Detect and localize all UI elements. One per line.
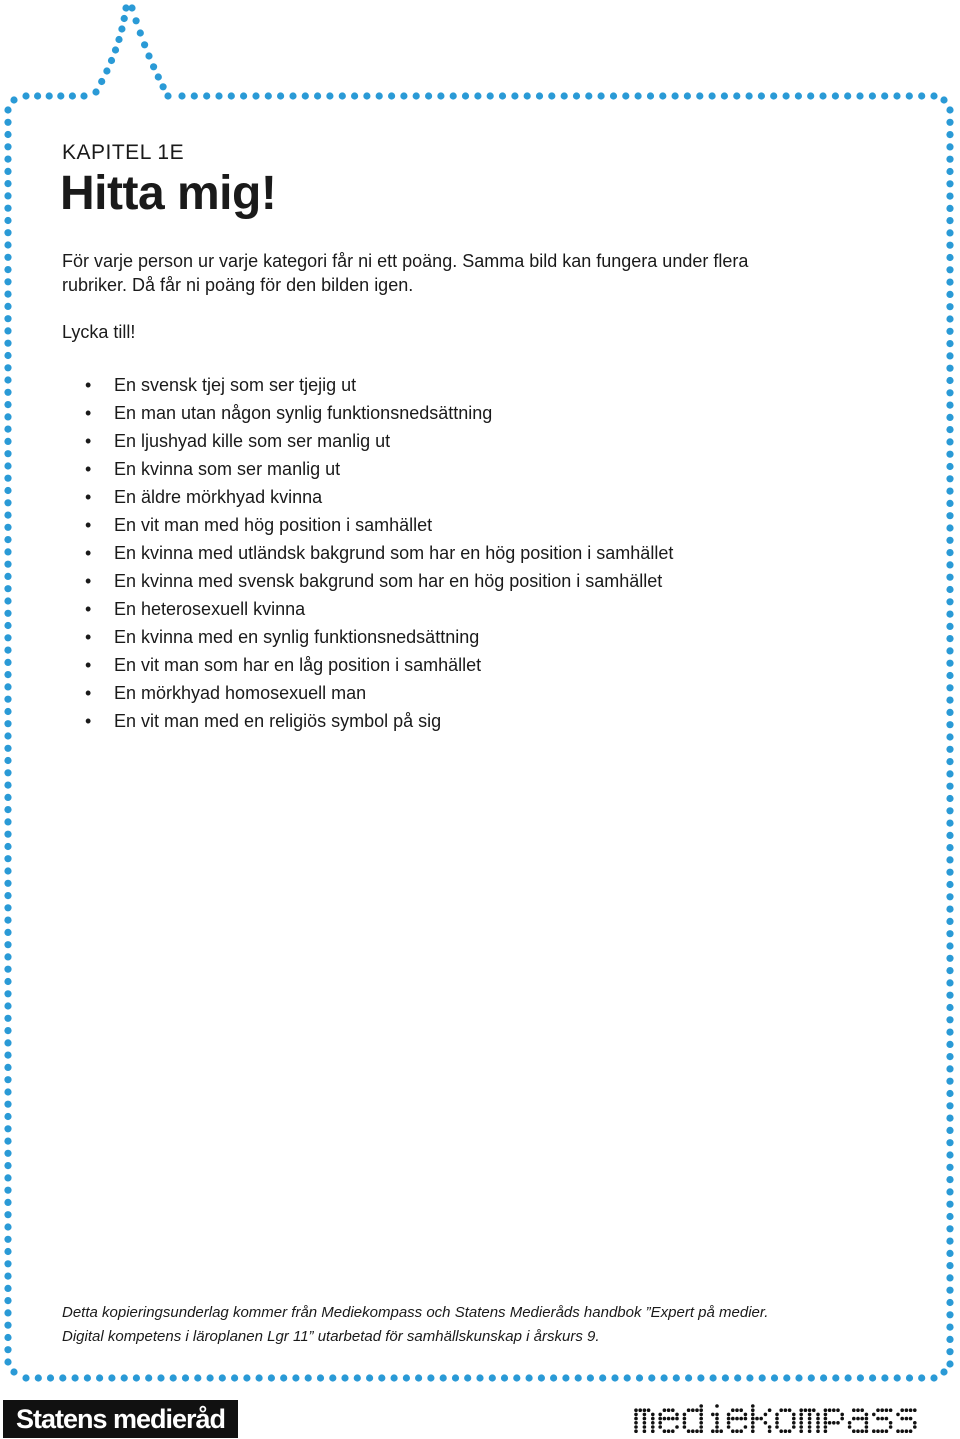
footer-note [62,1301,768,1349]
list-item-text: En vit man som har en låg position i samhället [114,655,482,675]
list-item [0,653,673,681]
bullet-icon: • [85,655,92,675]
statens-medierad-logo: Statens medieråd [3,1400,238,1438]
good-luck-text: Lycka till! [62,322,136,342]
category-list [0,373,673,737]
list-item [0,485,673,513]
chapter-label: KAPITEL 1E [62,141,185,164]
list-item [0,709,673,737]
footer-note-line-2: Digital kompetens i läroplanen Lgr 11” utarbetad för samhällskunskap i årskurs 9. [62,1328,600,1345]
list-item-text: En kvinna med en synlig funktionsnedsättning [114,627,480,647]
list-item [0,457,673,485]
list-item-text: En svensk tjej som ser tjejig ut [114,375,357,395]
list-item [0,625,673,653]
footer-note-line-1: Detta kopieringsunderlag kommer från Mediekompass och Statens Medieråds handbok ”Expert på medier. [62,1304,769,1321]
list-item [0,373,673,401]
list-item-text: En kvinna med svensk bakgrund som har en hög position i samhället [114,571,663,591]
list-item [0,597,673,625]
list-item [0,429,673,457]
bullet-icon: • [85,515,92,535]
list-item [0,541,673,569]
bullet-icon: • [85,487,92,507]
page-title: Hitta mig! [60,167,277,220]
list-item-text: En mörkhyad homosexuell man [114,683,367,703]
bullet-icon: • [85,627,92,647]
intro-line-1: För varje person ur varje kategori får ni ett poäng. Samma bild kan fungera under flera [62,251,749,271]
bullet-icon: • [85,431,92,451]
intro-line-2: rubriker. Då får ni poäng för den bilden igen. [62,275,414,295]
bullet-icon: • [85,375,92,395]
bullet-icon: • [85,711,92,731]
list-item-text: En äldre mörkhyad kvinna [114,487,323,507]
list-item-text: En man utan någon synlig funktionsnedsättning [114,403,493,423]
bullet-icon: • [85,543,92,563]
list-item-text: En kvinna med utländsk bakgrund som har en hög position i samhället [114,543,674,563]
list-item-text: En ljushyad kille som ser manlig ut [114,431,391,451]
bullet-icon: • [85,403,92,423]
intro-text [62,249,862,297]
mediekompass-logo [634,1402,954,1436]
list-item [0,513,673,541]
list-item-text: En kvinna som ser manlig ut [114,459,341,479]
list-item [0,681,673,709]
list-item-text: En heterosexuell kvinna [114,599,306,619]
bullet-icon: • [85,683,92,703]
bullet-icon: • [85,599,92,619]
bullet-icon: • [85,571,92,591]
list-item [0,569,673,597]
list-item-text: En vit man med hög position i samhället [114,515,433,535]
bullet-icon: • [85,459,92,479]
list-item [0,401,673,429]
list-item-text: En vit man med en religiös symbol på sig [114,711,442,731]
